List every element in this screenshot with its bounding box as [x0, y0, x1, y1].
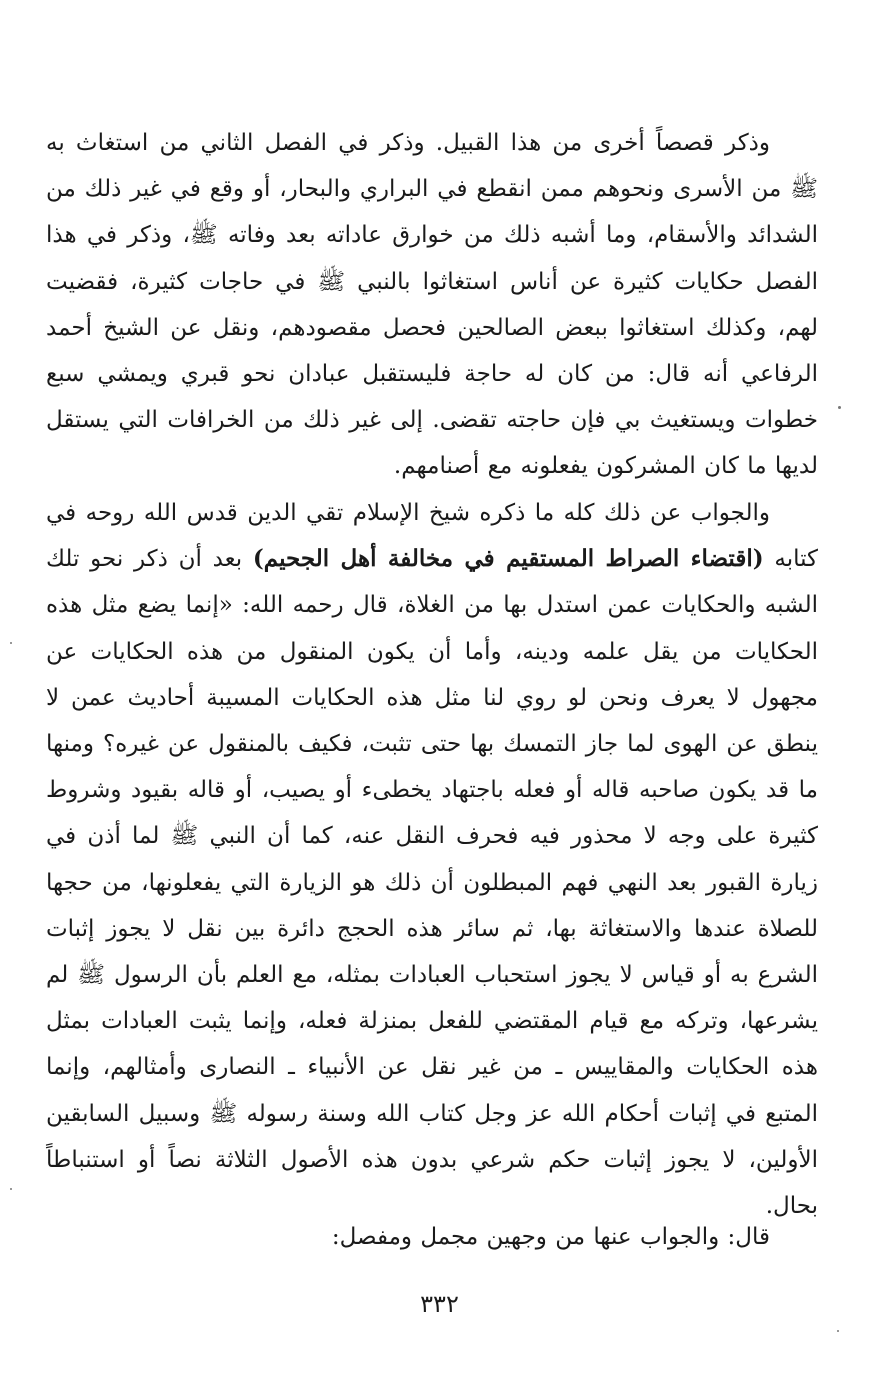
- paragraph-stories: [46, 120, 818, 490]
- scan-speck: [10, 1188, 12, 1190]
- paragraph-answer-intro: [46, 1214, 818, 1260]
- paragraph-stories-text: وذكر قصصاً أخرى من هذا القبيل. وذكر في الفصل الثاني من استغاث به ﷺ من الأسرى ونحوهم ممن انقطع في البراري والبحار، أو وقع في غير ذلك من الشدائد والأسقام، وما أشبه ذلك من خوارق عاداته بعد وفاته ﷺ، وذكر في هذا الفصل حكايات كثيرة عن أناس استغاثوا بالنبي ﷺ في حاجات كثيرة، فقضيت لهم، وكذلك استغاثوا ببعض الصالحين فحصل مقصودهم، ونقل عن الشيخ أحمد الرفاعي أنه قال: من كان له حاجة فليستقبل عبادان نحو قبري ويمشي سبع خطوات ويستغيث بي فإن حاجته تقضى. إلى غير ذلك من الخرافات التي يستقل لديها ما كان المشركون يفعلونه مع أصنامهم.: [46, 130, 818, 480]
- scan-speck: [837, 1330, 839, 1332]
- scan-speck: [838, 406, 841, 409]
- paragraph-response: [46, 490, 818, 1229]
- book-title: (اقتضاء الصراط المستقيم في مخالفة أهل الجحيم): [252, 545, 764, 573]
- paragraph-response-quote: بعد أن ذكر نحو تلك الشبه والحكايات عمن استدل بها من الغلاة، قال رحمه الله: «إنما يضع مثل هذه الحكايات من يقل علمه ودينه، وأما أن يكون المنقول من هذه الحكايات عن مجهول لا يعرف ونحن لو روي لنا مثل هذه الحكايات المسيبة أحاديث عمن لا ينطق عن الهوى لما جاز التمسك بها حتى تثبت، فكيف بالمنقول عن غيره؟ ومنها ما قد يكون صاحبه قاله أو فعله باجتهاد يخطىء أو يصيب، أو قاله بقيود وشروط كثيرة على وجه لا محذور فيه فحرف النقل عنه، كما أن النبي ﷺ لما أذن في زيارة القبور بعد النهي فهم المبطلون أن ذلك هو الزيارة التي يفعلونها، من حجها للصلاة عندها والاستغاثة بها، ثم سائر هذه الحجج دائرة بين نقل لا يجوز إثبات الشرع به أو قياس لا يجوز استحباب العبادات بمثله، مع العلم بأن الرسول ﷺ لم يشرعها، وتركه مع قيام المقتضي للفعل بمنزلة فعله، وإنما يثبت العبادات بمثل هذه الحكايات والمقاييس ـ من غير نقل عن الأنبياء ـ النصارى وأمثالهم، وإنما المتبع في إثبات أحكام الله عز وجل كتاب الله وسنة رسوله ﷺ وسبيل السابقين الأولين، لا يجوز إثبات حكم شرعي بدون هذه الأصول الثلاثة نصاً أو استنباطاً بحال.: [46, 546, 818, 1220]
- paragraph-answer-intro-text: قال: والجواب عنها من وجهين مجمل ومفصل:: [331, 1224, 770, 1250]
- page-number: ٣٣٢: [420, 1290, 459, 1318]
- paragraph-response-text: [46, 490, 818, 1229]
- paragraph-response-intro: والجواب عن ذلك كله ما ذكره شيخ الإسلام تقي الدين قدس الله روحه في كتابه: [46, 500, 818, 573]
- scan-speck: [10, 642, 12, 644]
